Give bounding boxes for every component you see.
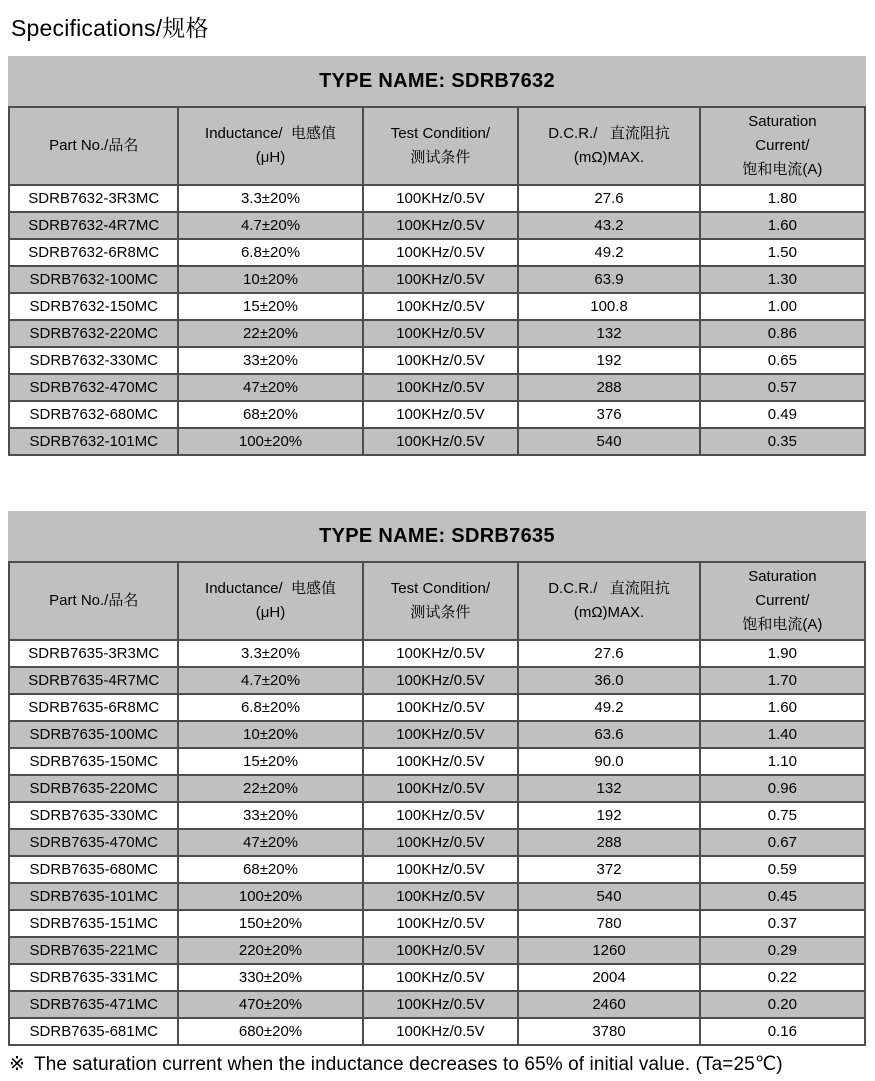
header-line: 饱和电流(A): [742, 161, 823, 178]
table-cell-part-no: SDRB7635-221MC: [9, 937, 178, 964]
table-cell-dcr: 540: [518, 428, 699, 455]
table-cell-part-no: SDRB7635-101MC: [9, 883, 178, 910]
table-cell-part-no: SDRB7632-4R7MC: [9, 212, 178, 239]
table-cell-inductance: 68±20%: [178, 401, 362, 428]
type-name-band-sdrb7635: TYPE NAME: SDRB7635: [8, 511, 866, 561]
table-cell-part-no: SDRB7635-151MC: [9, 910, 178, 937]
table-cell-saturation-current: 0.65: [700, 347, 865, 374]
table-cell-saturation-current: 0.96: [700, 775, 865, 802]
table-cell-part-no: SDRB7635-150MC: [9, 748, 178, 775]
table-cell-part-no: SDRB7635-100MC: [9, 721, 178, 748]
header-line: Inductance/ 电感值: [205, 125, 336, 142]
table-cell-dcr: 90.0: [518, 748, 699, 775]
table-cell-part-no: SDRB7635-4R7MC: [9, 667, 178, 694]
table-cell-saturation-current: 0.20: [700, 991, 865, 1018]
table-cell-dcr: 63.6: [518, 721, 699, 748]
header-line: (mΩ)MAX.: [573, 149, 645, 166]
table-cell-test-condition: 100KHz/0.5V: [363, 856, 519, 883]
table-cell-dcr: 27.6: [518, 185, 699, 212]
spec-block-sdrb7635: [8, 511, 866, 1046]
table-cell-test-condition: 100KHz/0.5V: [363, 802, 519, 829]
table-cell-saturation-current: 1.00: [700, 293, 865, 320]
table-row: [9, 775, 865, 802]
table-cell-inductance: 4.7±20%: [178, 212, 362, 239]
table-cell-dcr: 132: [518, 775, 699, 802]
table-cell-dcr: 540: [518, 883, 699, 910]
spec-table-header: [9, 562, 865, 640]
table-cell-test-condition: 100KHz/0.5V: [363, 829, 519, 856]
table-cell-test-condition: 100KHz/0.5V: [363, 775, 519, 802]
table-row: [9, 883, 865, 910]
table-row: [9, 910, 865, 937]
table-cell-part-no: SDRB7635-470MC: [9, 829, 178, 856]
footnote: [9, 1053, 866, 1076]
header-line: (μH): [255, 604, 286, 621]
table-cell-part-no: SDRB7635-680MC: [9, 856, 178, 883]
table-cell-test-condition: 100KHz/0.5V: [363, 266, 519, 293]
table-cell-test-condition: 100KHz/0.5V: [363, 374, 519, 401]
table-row: [9, 401, 865, 428]
table-cell-saturation-current: 0.22: [700, 964, 865, 991]
header-line: 测试条件: [410, 604, 471, 621]
table-cell-saturation-current: 1.30: [700, 266, 865, 293]
table-cell-saturation-current: 0.16: [700, 1018, 865, 1045]
table-cell-dcr: 3780: [518, 1018, 699, 1045]
table-cell-saturation-current: 0.49: [700, 401, 865, 428]
header-cell-inductance: [178, 107, 362, 185]
spec-table-sdrb7632: [8, 106, 866, 456]
table-cell-inductance: 47±20%: [178, 374, 362, 401]
header-line: D.C.R./ 直流阻抗: [548, 580, 670, 597]
table-cell-part-no: SDRB7632-470MC: [9, 374, 178, 401]
table-cell-test-condition: 100KHz/0.5V: [363, 937, 519, 964]
table-cell-test-condition: 100KHz/0.5V: [363, 1018, 519, 1045]
table-cell-saturation-current: 0.75: [700, 802, 865, 829]
table-cell-dcr: 192: [518, 802, 699, 829]
table-cell-part-no: SDRB7632-100MC: [9, 266, 178, 293]
table-cell-part-no: SDRB7635-220MC: [9, 775, 178, 802]
spec-table-body: [9, 185, 865, 455]
table-cell-inductance: 100±20%: [178, 428, 362, 455]
table-cell-saturation-current: 0.29: [700, 937, 865, 964]
table-cell-inductance: 100±20%: [178, 883, 362, 910]
table-row: [9, 185, 865, 212]
header-line: 饱和电流(A): [742, 616, 823, 633]
table-cell-test-condition: 100KHz/0.5V: [363, 694, 519, 721]
table-cell-inductance: 3.3±20%: [178, 185, 362, 212]
table-cell-inductance: 4.7±20%: [178, 667, 362, 694]
table-cell-test-condition: 100KHz/0.5V: [363, 185, 519, 212]
table-row: [9, 964, 865, 991]
table-row: [9, 802, 865, 829]
table-cell-inductance: 470±20%: [178, 991, 362, 1018]
table-cell-saturation-current: 1.60: [700, 212, 865, 239]
table-cell-inductance: 10±20%: [178, 266, 362, 293]
header-line: Part No./品名: [49, 592, 139, 609]
table-row: [9, 937, 865, 964]
table-cell-inductance: 150±20%: [178, 910, 362, 937]
table-cell-test-condition: 100KHz/0.5V: [363, 667, 519, 694]
table-cell-dcr: 376: [518, 401, 699, 428]
table-cell-test-condition: 100KHz/0.5V: [363, 964, 519, 991]
table-cell-test-condition: 100KHz/0.5V: [363, 347, 519, 374]
spec-table-header: [9, 107, 865, 185]
table-cell-test-condition: 100KHz/0.5V: [363, 212, 519, 239]
table-row: [9, 640, 865, 667]
table-row: [9, 212, 865, 239]
table-cell-test-condition: 100KHz/0.5V: [363, 748, 519, 775]
header-line: Saturation: [748, 113, 817, 130]
table-cell-inductance: 22±20%: [178, 775, 362, 802]
table-row: [9, 1018, 865, 1045]
table-row: [9, 748, 865, 775]
header-row: [9, 107, 865, 185]
table-cell-inductance: 220±20%: [178, 937, 362, 964]
table-cell-part-no: SDRB7635-681MC: [9, 1018, 178, 1045]
table-row: [9, 347, 865, 374]
table-cell-inductance: 68±20%: [178, 856, 362, 883]
header-cell-inductance: [178, 562, 362, 640]
table-cell-part-no: SDRB7635-331MC: [9, 964, 178, 991]
table-cell-test-condition: 100KHz/0.5V: [363, 721, 519, 748]
table-cell-saturation-current: 0.57: [700, 374, 865, 401]
table-cell-test-condition: 100KHz/0.5V: [363, 640, 519, 667]
table-cell-test-condition: 100KHz/0.5V: [363, 991, 519, 1018]
table-cell-inductance: 330±20%: [178, 964, 362, 991]
table-cell-dcr: 63.9: [518, 266, 699, 293]
table-cell-test-condition: 100KHz/0.5V: [363, 883, 519, 910]
table-cell-part-no: SDRB7635-471MC: [9, 991, 178, 1018]
table-cell-inductance: 10±20%: [178, 721, 362, 748]
table-row: [9, 293, 865, 320]
table-cell-part-no: SDRB7632-220MC: [9, 320, 178, 347]
table-cell-test-condition: 100KHz/0.5V: [363, 428, 519, 455]
table-row: [9, 856, 865, 883]
table-row: [9, 374, 865, 401]
table-cell-dcr: 2004: [518, 964, 699, 991]
table-cell-dcr: 372: [518, 856, 699, 883]
table-cell-dcr: 2460: [518, 991, 699, 1018]
table-cell-saturation-current: 1.60: [700, 694, 865, 721]
header-line: Current/: [755, 592, 810, 609]
table-cell-saturation-current: 1.90: [700, 640, 865, 667]
table-cell-part-no: SDRB7632-6R8MC: [9, 239, 178, 266]
table-cell-saturation-current: 0.45: [700, 883, 865, 910]
header-cell-part-no: [9, 107, 178, 185]
header-cell-test-condition: [363, 562, 519, 640]
table-cell-inductance: 6.8±20%: [178, 694, 362, 721]
table-cell-saturation-current: 0.86: [700, 320, 865, 347]
table-cell-saturation-current: 1.70: [700, 667, 865, 694]
header-cell-part-no: [9, 562, 178, 640]
table-cell-saturation-current: 0.67: [700, 829, 865, 856]
type-name-band-sdrb7632: TYPE NAME: SDRB7632: [8, 56, 866, 106]
header-cell-saturation-current: [700, 562, 865, 640]
header-cell-dcr: [518, 562, 699, 640]
table-cell-test-condition: 100KHz/0.5V: [363, 293, 519, 320]
table-cell-dcr: 1260: [518, 937, 699, 964]
table-cell-dcr: 192: [518, 347, 699, 374]
table-cell-dcr: 49.2: [518, 239, 699, 266]
reference-mark-symbol: ※: [9, 1054, 26, 1075]
table-row: [9, 721, 865, 748]
header-cell-saturation-current: [700, 107, 865, 185]
table-cell-inductance: 3.3±20%: [178, 640, 362, 667]
footnote-text: The saturation current when the inductance decreases to 65% of initial value. (Ta=25℃): [34, 1054, 783, 1075]
header-cell-test-condition: [363, 107, 519, 185]
table-cell-saturation-current: 1.40: [700, 721, 865, 748]
table-cell-dcr: 132: [518, 320, 699, 347]
table-cell-part-no: SDRB7635-6R8MC: [9, 694, 178, 721]
table-cell-part-no: SDRB7635-3R3MC: [9, 640, 178, 667]
table-cell-dcr: 36.0: [518, 667, 699, 694]
table-cell-dcr: 100.8: [518, 293, 699, 320]
table-cell-dcr: 288: [518, 374, 699, 401]
table-cell-inductance: 15±20%: [178, 748, 362, 775]
table-cell-inductance: 680±20%: [178, 1018, 362, 1045]
table-cell-dcr: 43.2: [518, 212, 699, 239]
header-row: [9, 562, 865, 640]
table-cell-dcr: 49.2: [518, 694, 699, 721]
table-row: [9, 266, 865, 293]
table-row: [9, 829, 865, 856]
table-cell-inductance: 33±20%: [178, 347, 362, 374]
table-row: [9, 667, 865, 694]
header-line: Saturation: [748, 568, 817, 585]
header-line: (mΩ)MAX.: [573, 604, 645, 621]
table-cell-part-no: SDRB7632-680MC: [9, 401, 178, 428]
header-line: Test Condition/: [390, 125, 491, 142]
table-cell-saturation-current: 1.80: [700, 185, 865, 212]
table-cell-part-no: SDRB7632-101MC: [9, 428, 178, 455]
table-cell-saturation-current: 1.10: [700, 748, 865, 775]
header-line: (μH): [255, 149, 286, 166]
table-cell-inductance: 15±20%: [178, 293, 362, 320]
table-cell-dcr: 288: [518, 829, 699, 856]
table-cell-part-no: SDRB7632-3R3MC: [9, 185, 178, 212]
table-cell-part-no: SDRB7632-330MC: [9, 347, 178, 374]
table-cell-test-condition: 100KHz/0.5V: [363, 320, 519, 347]
header-line: Test Condition/: [390, 580, 491, 597]
table-row: [9, 239, 865, 266]
header-line: Current/: [755, 137, 810, 154]
table-row: [9, 694, 865, 721]
header-line: Part No./品名: [49, 137, 139, 154]
page-title: Specifications/规格: [11, 15, 209, 41]
table-cell-test-condition: 100KHz/0.5V: [363, 910, 519, 937]
table-cell-dcr: 27.6: [518, 640, 699, 667]
table-cell-inductance: 33±20%: [178, 802, 362, 829]
header-line: Inductance/ 电感值: [205, 580, 336, 597]
table-row: [9, 428, 865, 455]
table-cell-test-condition: 100KHz/0.5V: [363, 401, 519, 428]
table-cell-dcr: 780: [518, 910, 699, 937]
header-line: 测试条件: [410, 149, 471, 166]
table-cell-part-no: SDRB7632-150MC: [9, 293, 178, 320]
spec-table-sdrb7635: [8, 561, 866, 1046]
table-cell-test-condition: 100KHz/0.5V: [363, 239, 519, 266]
header-line: D.C.R./ 直流阻抗: [548, 125, 670, 142]
table-cell-saturation-current: 0.35: [700, 428, 865, 455]
table-cell-inductance: 22±20%: [178, 320, 362, 347]
table-cell-saturation-current: 0.37: [700, 910, 865, 937]
table-cell-part-no: SDRB7635-330MC: [9, 802, 178, 829]
table-cell-saturation-current: 1.50: [700, 239, 865, 266]
table-row: [9, 320, 865, 347]
table-row: [9, 991, 865, 1018]
spec-block-sdrb7632: [8, 56, 866, 456]
header-cell-dcr: [518, 107, 699, 185]
table-cell-inductance: 47±20%: [178, 829, 362, 856]
table-cell-inductance: 6.8±20%: [178, 239, 362, 266]
spec-table-body: [9, 640, 865, 1045]
table-cell-saturation-current: 0.59: [700, 856, 865, 883]
